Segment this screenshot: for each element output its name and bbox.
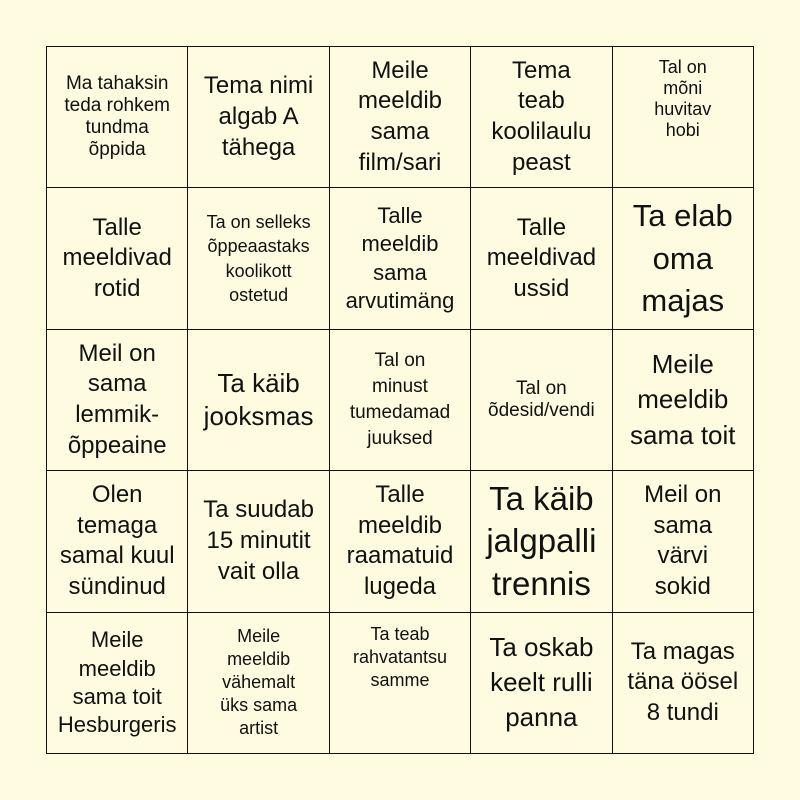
bingo-cell[interactable]: Meil on sama lemmik- õppeaine — [47, 330, 188, 471]
bingo-cell[interactable]: Ta magas täna öösel 8 tundi — [613, 613, 754, 754]
bingo-cell[interactable]: Ta oskab keelt rulli panna — [471, 613, 612, 754]
bingo-cell[interactable]: Meile meeldib vähemalt üks sama artist — [188, 613, 329, 754]
bingo-cell[interactable]: Talle meeldib raamatuid lugeda — [330, 471, 471, 612]
bingo-cell[interactable]: Tal on minust tumedamad juuksed — [330, 330, 471, 471]
bingo-cell[interactable]: Tema nimi algab A tähega — [188, 47, 329, 188]
bingo-cell[interactable]: Ta suudab 15 minutit vait olla — [188, 471, 329, 612]
bingo-cell[interactable]: Ma tahaksin teda rohkem tundma õppida — [47, 47, 188, 188]
bingo-cell[interactable]: Meile meeldib sama toit — [613, 330, 754, 471]
bingo-cell[interactable]: Talle meeldib sama arvutimäng — [330, 188, 471, 329]
bingo-cell[interactable]: Ta käib jooksmas — [188, 330, 329, 471]
bingo-board — [46, 46, 754, 754]
bingo-cell[interactable]: Talle meeldivad ussid — [471, 188, 612, 329]
bingo-cell[interactable]: Ta elab oma majas — [613, 188, 754, 329]
bingo-cell[interactable]: Talle meeldivad rotid — [47, 188, 188, 329]
bingo-cell[interactable]: Tal on mõni huvitav hobi — [613, 47, 754, 188]
bingo-cell[interactable]: Tal on õdesid/vendi — [471, 330, 612, 471]
bingo-cell[interactable]: Tema teab koolilaulu peast — [471, 47, 612, 188]
bingo-cell[interactable]: Meil on sama värvi sokid — [613, 471, 754, 612]
bingo-cell[interactable]: Meile meeldib sama film/sari — [330, 47, 471, 188]
bingo-cell[interactable]: Ta käib jalgpalli trennis — [471, 471, 612, 612]
bingo-cell[interactable]: Ta teab rahvatantsu samme — [330, 613, 471, 754]
bingo-cell[interactable]: Olen temaga samal kuul sündinud — [47, 471, 188, 612]
bingo-cell[interactable]: Ta on selleks õppeaastaks koolikott ostetud — [188, 188, 329, 329]
bingo-cell[interactable]: Meile meeldib sama toit Hesburgeris — [47, 613, 188, 754]
